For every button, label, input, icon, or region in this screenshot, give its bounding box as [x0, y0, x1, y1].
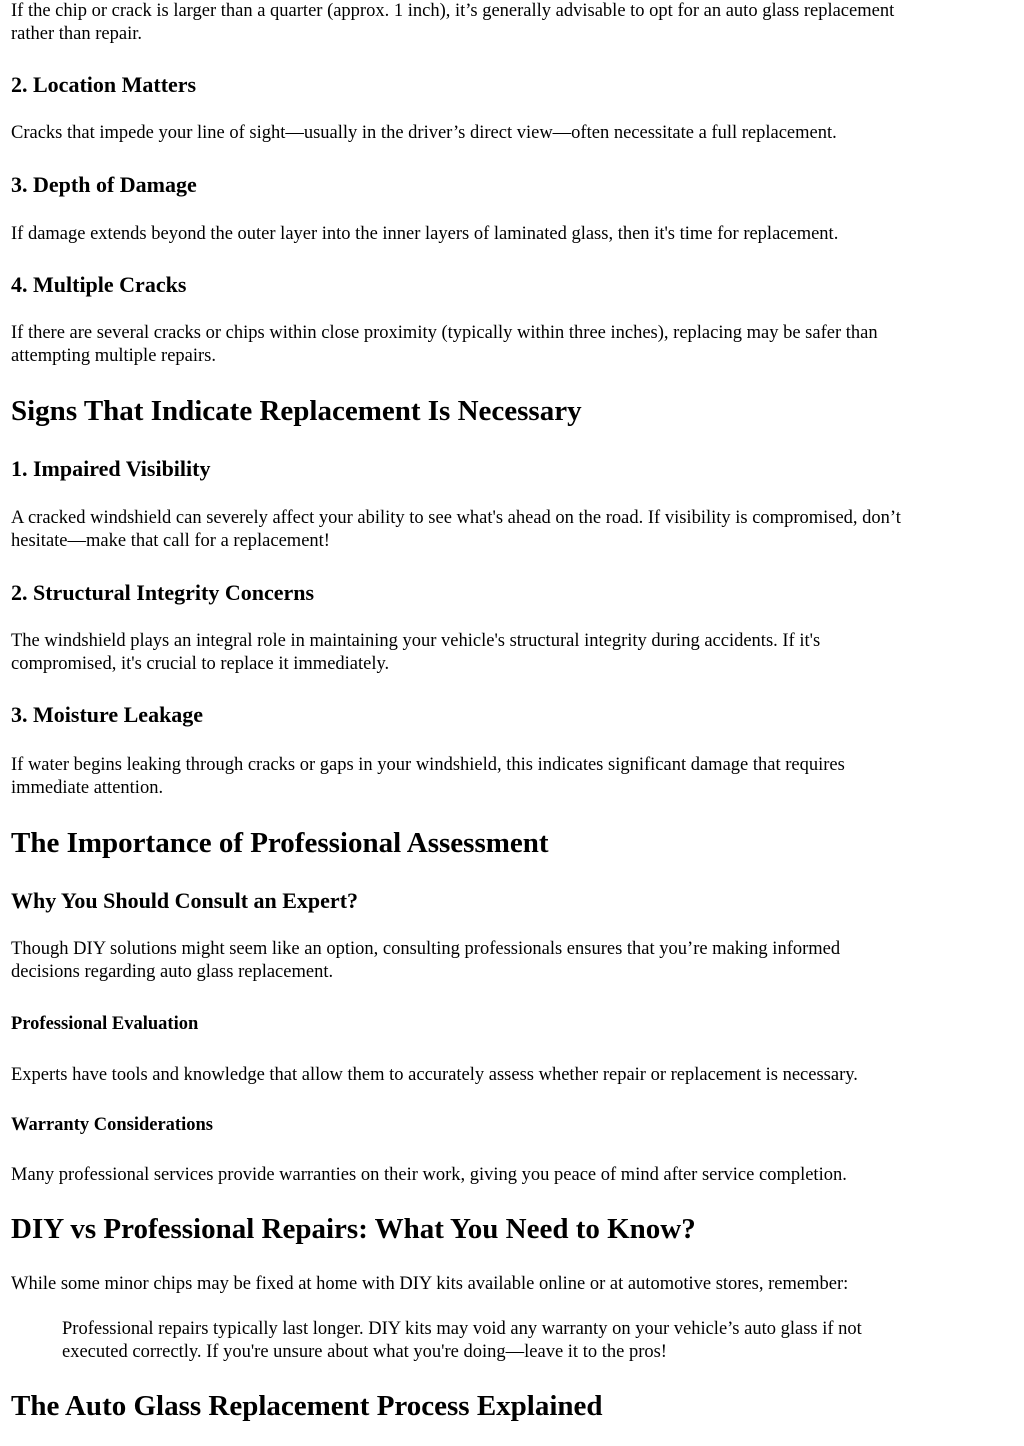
expert-heading: Why You Should Consult an Expert?: [11, 888, 359, 913]
evaluation-heading: Professional Evaluation: [11, 1014, 199, 1034]
structural-paragraph-line-2: compromised, it's crucial to replace it immediately.: [11, 654, 390, 674]
intro-paragraph-line-2: rather than repair.: [11, 24, 142, 44]
expert-paragraph-line-2: decisions regarding auto glass replacement.: [11, 962, 334, 982]
location-paragraph: Cracks that impede your line of sight—usually in the driver’s direct view—often necessitate a full replacement.: [11, 123, 837, 143]
structural-paragraph-line-1: The windshield plays an integral role in maintaining your vehicle's structural integrity during accidents. If it's: [11, 631, 821, 651]
visibility-paragraph-line-1: A cracked windshield can severely affect your ability to see what's ahead on the road. If visibility is compromised, don’t: [11, 508, 901, 528]
structural-heading: 2. Structural Integrity Concerns: [11, 580, 315, 605]
warranty-paragraph: Many professional services provide warranties on their work, giving you peace of mind after service completion.: [11, 1165, 847, 1185]
diy-blockquote-line-2: executed correctly. If you're unsure about what you're doing—leave it to the pros!: [62, 1342, 667, 1362]
assessment-heading: The Importance of Professional Assessment: [11, 827, 549, 859]
moisture-heading: 3. Moisture Leakage: [11, 702, 204, 727]
visibility-paragraph-line-2: hesitate—make that call for a replacement!: [11, 531, 330, 551]
process-heading: The Auto Glass Replacement Process Explained: [11, 1390, 603, 1422]
moisture-paragraph-line-1: If water begins leaking through cracks or gaps in your windshield, this indicates significant damage that requires: [11, 755, 845, 775]
multiple-cracks-paragraph-line-2: attempting multiple repairs.: [11, 346, 216, 366]
visibility-heading: 1. Impaired Visibility: [11, 456, 211, 481]
intro-paragraph-line-1: If the chip or crack is larger than a quarter (approx. 1 inch), it’s generally advisable to opt for an auto glass replacement: [11, 1, 895, 21]
moisture-paragraph-line-2: immediate attention.: [11, 778, 164, 798]
expert-paragraph-line-1: Though DIY solutions might seem like an option, consulting professionals ensures that you’re making informed: [11, 939, 841, 959]
evaluation-paragraph: Experts have tools and knowledge that allow them to accurately assess whether repair or replacement is necessary.: [11, 1065, 858, 1085]
diy-blockquote-line-1: Professional repairs typically last longer. DIY kits may void any warranty on your vehicle’s auto glass if not: [62, 1319, 862, 1339]
signs-heading: Signs That Indicate Replacement Is Necessary: [11, 395, 582, 427]
multiple-cracks-paragraph-line-1: If there are several cracks or chips within close proximity (typically within three inches), replacing may be safer than: [11, 323, 878, 343]
diy-paragraph: While some minor chips may be fixed at home with DIY kits available online or at automotive stores, remember:: [11, 1274, 849, 1294]
depth-paragraph: If damage extends beyond the outer layer into the inner layers of laminated glass, then it's time for replacement.: [11, 224, 839, 244]
multiple-cracks-heading: 4. Multiple Cracks: [11, 272, 187, 297]
location-heading: 2. Location Matters: [11, 72, 197, 97]
diy-heading: DIY vs Professional Repairs: What You Need to Know?: [11, 1213, 696, 1245]
depth-heading: 3. Depth of Damage: [11, 172, 197, 197]
warranty-heading: Warranty Considerations: [11, 1115, 213, 1135]
